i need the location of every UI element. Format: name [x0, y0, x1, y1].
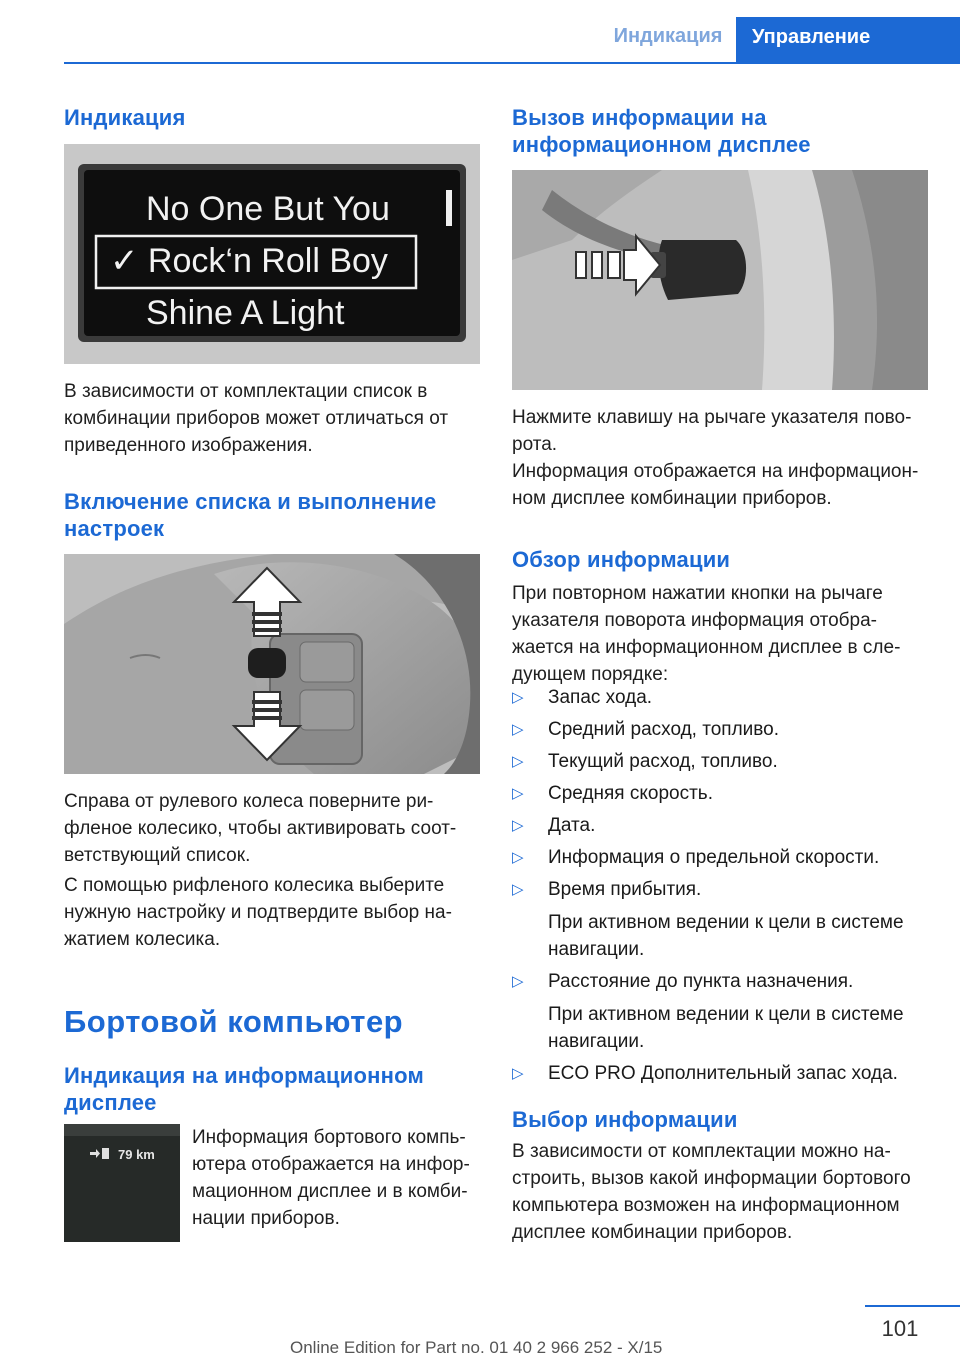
paragraph-list-note: В зависимости от комплектации список в комбинации приборов может отличаться от приведенного изображения. — [64, 381, 449, 456]
list-item — [512, 876, 932, 963]
list-item-subtext: При активном ведении к цели в системе навигации. — [548, 912, 904, 960]
list-item — [512, 1060, 932, 1087]
paragraph-onboard-info: Информация бортового компь‐ ютера отображается на инфор‐ мационном дисплее и в комби‐ нации приборов. — [192, 1127, 470, 1229]
list-item-text: Средний расход, топливо. — [548, 719, 780, 740]
info-order-list — [512, 684, 932, 1092]
list-item-text: Расстояние до пункта назначения. — [548, 971, 854, 992]
paragraph-select-setting: С помощью рифленого колесика выберите нужную настройку и подтвердите выбор на‐ жатием колесика. — [64, 875, 452, 950]
list-item-text: ECO PRO Дополнительный запас хода. — [548, 1063, 898, 1084]
header-tab-display: Индикация — [613, 25, 723, 47]
bullet-triangle-icon: ▷ — [512, 689, 524, 706]
figure-info-display — [64, 1124, 180, 1242]
bullet-triangle-icon: ▷ — [512, 753, 524, 770]
steering-wheel-illustration — [64, 554, 480, 774]
list-item-text: Текущий расход, топливо. — [548, 751, 778, 772]
figure-steering-wheel — [64, 554, 480, 774]
paragraph-info-shown: Информация отображается на информацион‐ ном дисплее комбинации приборов. — [512, 461, 919, 509]
paragraph-configure-info: В зависимости от комплектации можно на‐ строить, вызов какой информации бортового компьютера возможен на информационном дисплее комбинации приборов. — [512, 1141, 911, 1243]
list-item-2: ✓ Rock‘n Roll Boy — [110, 242, 388, 280]
bullet-triangle-icon: ▷ — [512, 849, 524, 866]
figure-turn-signal-lever — [512, 170, 928, 390]
bullet-triangle-icon: ▷ — [512, 785, 524, 802]
list-item-text: Время прибытия. — [548, 879, 702, 900]
bullet-triangle-icon: ▷ — [512, 973, 524, 990]
section-title-select-info: Выбор информации — [512, 1107, 738, 1132]
bullet-triangle-icon: ▷ — [512, 817, 524, 834]
list-item — [512, 780, 932, 807]
list-display-illustration — [64, 144, 480, 364]
bullet-triangle-icon: ▷ — [512, 1065, 524, 1082]
paragraph-press-lever: Нажмите клавишу на рычаге указателя пово‐ рота. — [512, 407, 912, 455]
header-divider — [64, 62, 960, 64]
page-number: 101 — [881, 1316, 919, 1341]
page-header — [0, 0, 960, 64]
list-item — [512, 968, 932, 1055]
list-item — [512, 748, 932, 775]
list-item-1: No One But You — [146, 190, 390, 228]
paragraph-turn-wheel: Справа от рулевого колеса поверните ри‐ фленое колесико, чтобы активировать соот‐ ветствующий список. — [64, 791, 457, 866]
section-title-call-info: Вызов информации на информационном дисплее — [512, 105, 811, 157]
list-item — [512, 844, 932, 871]
list-item — [512, 716, 932, 743]
list-item — [512, 812, 932, 839]
list-item-text: Запас хода. — [548, 687, 653, 708]
section-title-info-overview: Обзор информации — [512, 547, 731, 572]
range-value: 79 km — [118, 1147, 155, 1162]
range-display-illustration — [64, 1124, 180, 1242]
chapter-title-onboard-computer: Бортовой компьютер — [64, 1004, 404, 1039]
lever-illustration — [512, 170, 928, 390]
list-item-subtext: При активном ведении к цели в системе навигации. — [548, 1004, 904, 1052]
section-title-display: Индикация — [64, 105, 186, 130]
list-item-text: Информация о предельной скорости. — [548, 847, 880, 868]
figure-list-display — [64, 144, 480, 364]
section-title-info-display: Индикация на информационном дисплее — [64, 1063, 424, 1115]
bullet-triangle-icon: ▷ — [512, 721, 524, 738]
header-tab-controls: Управление — [736, 17, 960, 63]
section-title-activate-list: Включение списка и выполнение настроек — [64, 489, 437, 541]
bullet-triangle-icon: ▷ — [512, 881, 524, 898]
list-item-3: Shine A Light — [146, 294, 345, 332]
list-item-text: Средняя скорость. — [548, 783, 713, 804]
footer-divider — [865, 1305, 960, 1307]
footer-edition: Online Edition for Part no. 01 40 2 966 252 - X/15 — [290, 1338, 663, 1357]
list-item-text: Дата. — [548, 815, 596, 836]
paragraph-repeated-press: При повторном нажатии кнопки на рычаге указателя поворота информация отобра‐ жается на информационном дисплее в сле‐ дующем порядке: — [512, 583, 901, 685]
list-item — [512, 684, 932, 711]
